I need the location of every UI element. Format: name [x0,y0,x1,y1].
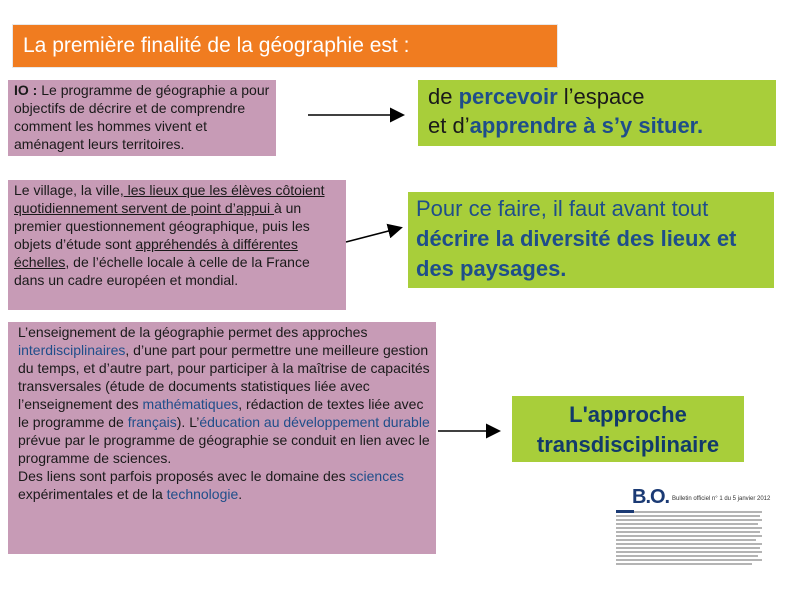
g1-text-1: de [428,84,459,109]
bo-subtitle: Bulletin officiel n° 1 du 5 janvier 2012 [672,496,771,502]
g1-text-4: et d’ [428,113,470,138]
ens-text-12: expérimentales et de la [18,486,167,502]
ens-text-1: L’enseignement de la géographie permet des approches [18,324,368,340]
ens-text-10: Des liens sont parfois proposés avec le domaine des [18,468,350,484]
ens-technologie: technologie [166,486,239,502]
arrow-2 [346,228,400,242]
g1-percevoir: percevoir [458,84,558,109]
ens-text-5: , rédaction de textes liée avec le programme de [18,396,424,430]
ens-francais: français [127,414,177,430]
g1-text-3: l’espace [557,84,645,109]
ens-text-9: prévue par le programme de géographie se conduit en lien avec le programme de sciences. [18,432,430,466]
g2-decrire: décrire la diversité des lieux et des paysages. [416,226,737,281]
io-text: Le programme de géographie a pour objectifs de décrire et de comprendre comment les hommes vivent et aménagent leurs territoires. [14,82,270,152]
ens-text-14: . [238,486,243,502]
village-text-1: Le village, la ville, [14,182,124,198]
ens-text-7: ). L’ [176,414,200,430]
village-text-5: , de l’échelle locale à celle de la France dans un cadre européen et mondial. [14,254,310,288]
ens-sciences: sciences [349,468,404,484]
g3-line1: L'approche [569,402,687,427]
ens-text-3: , d’une part pour permettre une meilleure gestion du temps, et d’autre part, pour participer à la maîtrise de capacités transversales (étude de documents statistiques liée avec l’enseignement des [18,342,430,412]
g3-line2: transdisciplinaire [536,432,720,457]
io-prefix: IO : [14,82,38,98]
ens-mathematiques: mathématiques [142,396,239,412]
village-text-echelles: appréhendés à différentes échelles [14,236,298,270]
page-title-text: La première finalité de la géographie est : [23,34,410,57]
village-text-3: à un premier questionnement géographique, puis les objets d’étude sont [14,200,310,252]
village-text-underlined: les lieux que les élèves côtoient quotidiennement servent de point d’appui [14,182,325,216]
bo-logo-text: B.O. [632,486,670,508]
g1-apprendre: apprendre à s’y situer. [469,113,704,138]
ens-interdisciplinaires: interdisciplinaires [18,342,126,358]
ens-edd: éducation au développement durable [199,414,430,430]
g2-text-1: Pour ce faire, il faut avant tout [416,196,709,221]
